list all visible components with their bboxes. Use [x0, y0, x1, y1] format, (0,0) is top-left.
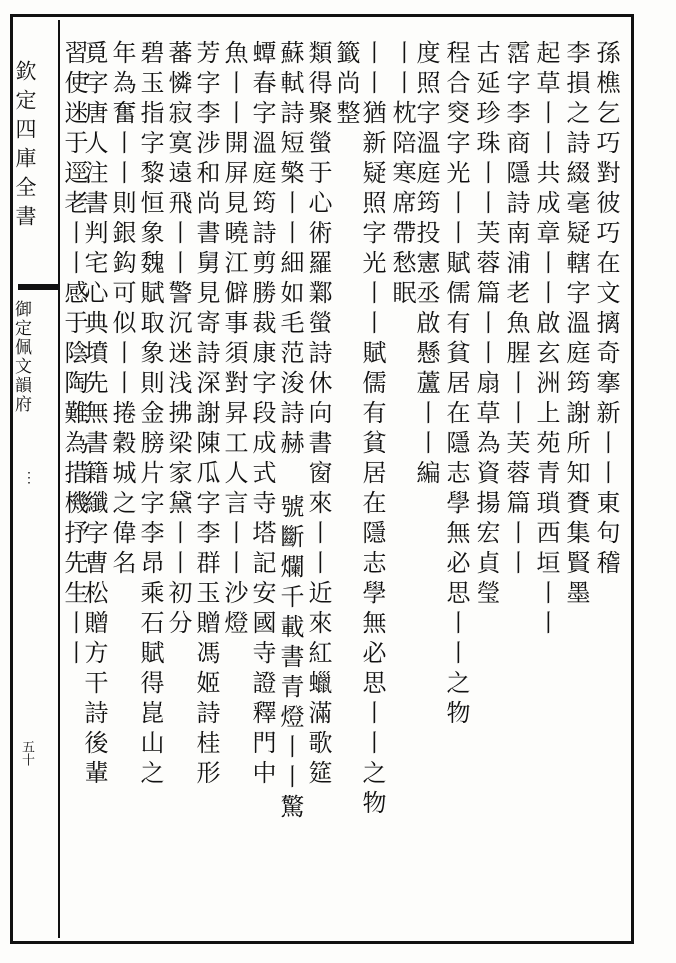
column-text: 習使迷于逕老丨丨感于陰陶難為措機抒先生丨丨: [60, 40, 88, 670]
column-text: 霑字李商隱詩南浦老魚腥丨丨芙蓉篇丨丨: [502, 40, 530, 580]
column-text: 丨丨猶新疑照字光丨丨賦儒有貧居在隱志學無必思丨丨之物: [358, 40, 386, 820]
text-column: [360, 40, 384, 930]
column-text: 度照字溫庭筠投憲丞啟懸蘆丨丨編: [412, 40, 440, 490]
text-column: [334, 40, 358, 930]
margin-dots: ⋮: [21, 470, 37, 486]
book-title: 御定佩文韻府: [11, 300, 31, 414]
text-column: [194, 40, 218, 930]
text-column: [250, 40, 274, 930]
column-text: 孫樵乞巧對彼巧在文摛奇搴新丨丨東句稽: [592, 40, 620, 580]
text-column: [414, 40, 438, 930]
column-text: 蟫春字溫庭筠詩剪勝裁康字段成式寺塔記安國寺證釋門中: [248, 40, 276, 790]
text-column: [278, 40, 302, 930]
column-text: 蕃憐寂寞遠飛丨丨警沉迷浅拂梁家黛丨丨初分: [164, 40, 192, 640]
fish-tail-mark: [16, 280, 60, 294]
column-text: 蘇軾詩短檠丨丨細如毛范浚詩赫 號斷爛千載書青燈丨丨驚: [276, 40, 304, 824]
column-text: 籤尚整: [332, 40, 360, 130]
column-text: 李損之詩綴毫疑轄字溫庭筠謝所知賚集賢墨: [562, 40, 590, 610]
column-text: 丨丨枕陪寒席帶愁眠: [388, 40, 416, 310]
text-column: [504, 40, 528, 930]
text-column: [474, 40, 498, 930]
folio-number: 五十: [19, 740, 34, 766]
text-column: [62, 40, 86, 930]
text-column: [138, 40, 162, 930]
column-text: 芳字李涉和尚書舅見寄詩深謝陳瓜字李群玉贈馮姬詩桂形: [192, 40, 220, 790]
text-column: [564, 40, 588, 930]
text-column: [390, 40, 414, 930]
column-text: 古延珍珠丨丨芙蓉篇丨丨扇草為資揚宏貞瑩: [472, 40, 500, 610]
column-text: 程合窔字光丨丨賦儒有貧居在隱志學無必思丨丨之物: [442, 40, 470, 730]
text-column: [534, 40, 558, 930]
column-text: 起草丨丨共成章丨丨啟玄洲上苑青瑣西垣丨丨: [532, 40, 560, 640]
column-text: 碧玉指字黎恒象魏賦取象則金膀片字李昂乘石賦得崑山之: [136, 40, 164, 790]
text-column: [594, 40, 618, 930]
text-column: [110, 40, 134, 930]
column-text: 魚丨丨開屏見曉江僻事須對昇工人言丨丨沙燈: [220, 40, 248, 640]
column-text: 年為奮丨丨則銀鈎可似丨丨捲穀城之偉名: [108, 40, 136, 580]
text-column: [444, 40, 468, 930]
column-text: 覓字唐人注書判宅心典墳先無書籍纖字曹松贈方干詩後輩: [80, 40, 108, 790]
text-column: [306, 40, 330, 930]
text-column: [166, 40, 190, 930]
column-text: 類得聚螢于心術羅鄴螢詩休向書窗來丨丨近來紅蠟滿歌筵: [304, 40, 332, 790]
text-column: [222, 40, 246, 930]
collection-title: 欽定四庫全書: [13, 60, 37, 234]
